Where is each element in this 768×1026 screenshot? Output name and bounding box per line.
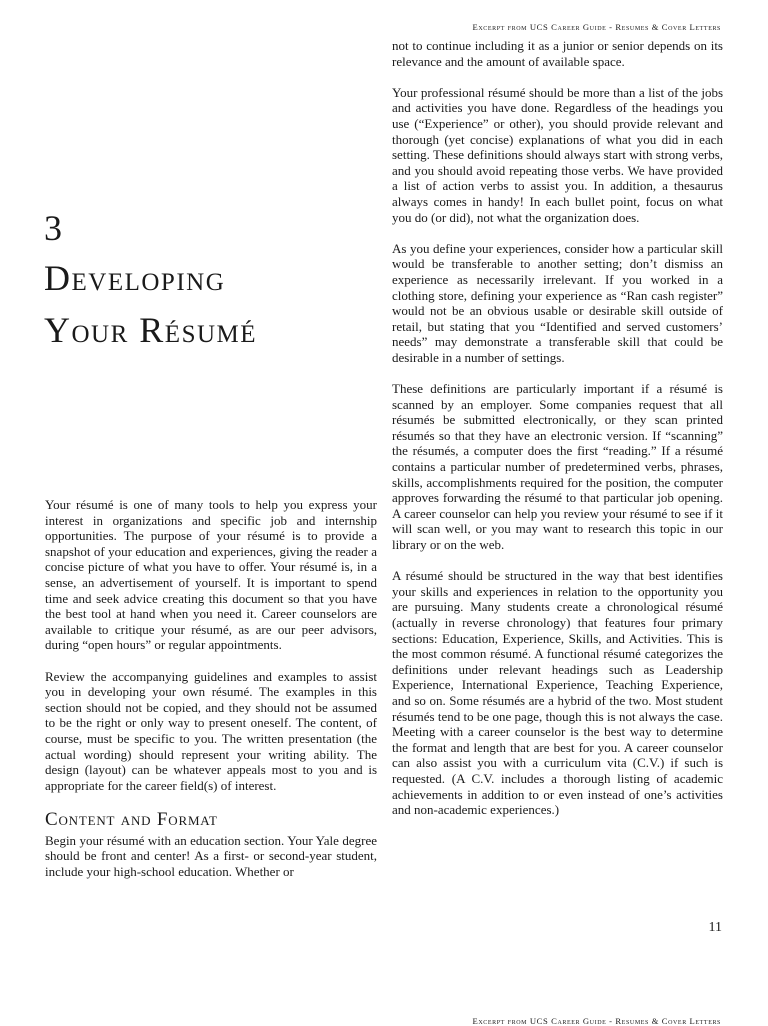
right-column [392, 38, 723, 833]
right-paragraph-1: not to continue including it as a junior or senior depends on its relevance and the amount of available space. [392, 38, 723, 69]
chapter-title [44, 252, 364, 356]
intro-paragraph-2: Review the accompanying guidelines and examples to assist you in developing your own résumé. The examples in this section should not be copied, and they should not be assumed to be the right or only way to present oneself. The content, of course, must be specific to you. The written presentation (the actual wording) should represent your writing ability. The design (layout) can be whatever appeals most to you and is appropriate for the career field(s) of interest. [45, 668, 377, 793]
right-paragraph-2: Your professional résumé should be more than a list of the jobs and activities you have done. Regardless of the headings you use (“Experience” or other), you should provide relevant and thorough (yet concise) explanations of what you did in each setting. These definitions should always start with strong verbs, and you should avoid repeating those verbs. We have provided a list of action verbs to assist you. In addition, a thesaurus always comes in handy! In each bullet point, focus on what you do (or did), not what the organization does. [392, 84, 723, 225]
page-number: 11 [708, 920, 722, 935]
running-head-top: Excerpt from UCS Career Guide - Resumes & Cover Letters [472, 22, 721, 32]
chapter-number: 3 [44, 208, 62, 248]
right-paragraph-4: These definitions are particularly important if a résumé is scanned by an employer. Some companies request that all résumés be submitted electronically, or they scan printed résumés so that they have an electronic version. If “scanning” the résumés, a computer does the first “reading.” If a résumé contains a particular number of predetermined verbs, phrases, skills, accomplishments required for the position, the computer approves forwarding the résumé to that particular job opening. A career counselor can help you review your résumé to see if it will scan well, or you may want to research this topic in our library or on the web. [392, 381, 723, 552]
section-heading-content-format: Content and Format [45, 808, 218, 830]
left-column [45, 497, 377, 880]
right-paragraph-3: As you define your experiences, consider how a particular skill would be transferable to another setting; don’t dismiss an experience as necessarily irrelevant. If you worked in a clothing store, defining your experience as “Ran cash register” would not be an obvious usable or desirable skill outside of retail, but stating that you “Identified and served customers’ needs” may demonstrate a transferable skill that could be desirable in a number of settings. [392, 240, 723, 365]
right-paragraph-5: A résumé should be structured in the way that best identifies your skills and experiences in relation to the opportunity you are pursuing. Many students create a chronological résumé (actually in reverse chronology) that features four primary sections: Education, Experience, Skills, and Activities. This is the most common résumé. A functional résumé categorizes the definitions under relevant headings such as Leadership Experience, International Experience, Teaching Experience, and so on. Some résumés are a hybrid of the two. Most student résumés tend to be one page, though this is not always the case. Meeting with a career counselor is the best way to determine the format and length that are best for you. A career counselor can also assist you with a curriculum vita (C.V.) if such is requested. (A C.V. includes a thorough listing of academic achievements in addition to or even instead of one’s activities and non-academic experiences.) [392, 568, 723, 818]
chapter-title-line-1: Developing [44, 258, 226, 298]
intro-paragraph-1: Your résumé is one of many tools to help you express your interest in organizations and specific job and internship opportunities. The purpose of your résumé is to provide a snapshot of your education and experiences, giving the reader a concise picture of what you have to offer. Your résumé is, in a sense, an advertisement of yourself. It is important to spend time and seek advice creating this document so that you have the best tool at hand when you need it. Career counselors are available to critique your résumé, as are our peer advisors, during “open hours” or regular appointments. [45, 497, 377, 653]
section-paragraph: Begin your résumé with an education section. Your Yale degree should be front and center! As a first- or second-year student, include your high-school education. Whether or [45, 832, 377, 880]
running-head-bottom: Excerpt from UCS Career Guide - Resumes & Cover Letters [472, 1016, 721, 1026]
chapter-title-line-2: Your Résumé [44, 310, 258, 350]
